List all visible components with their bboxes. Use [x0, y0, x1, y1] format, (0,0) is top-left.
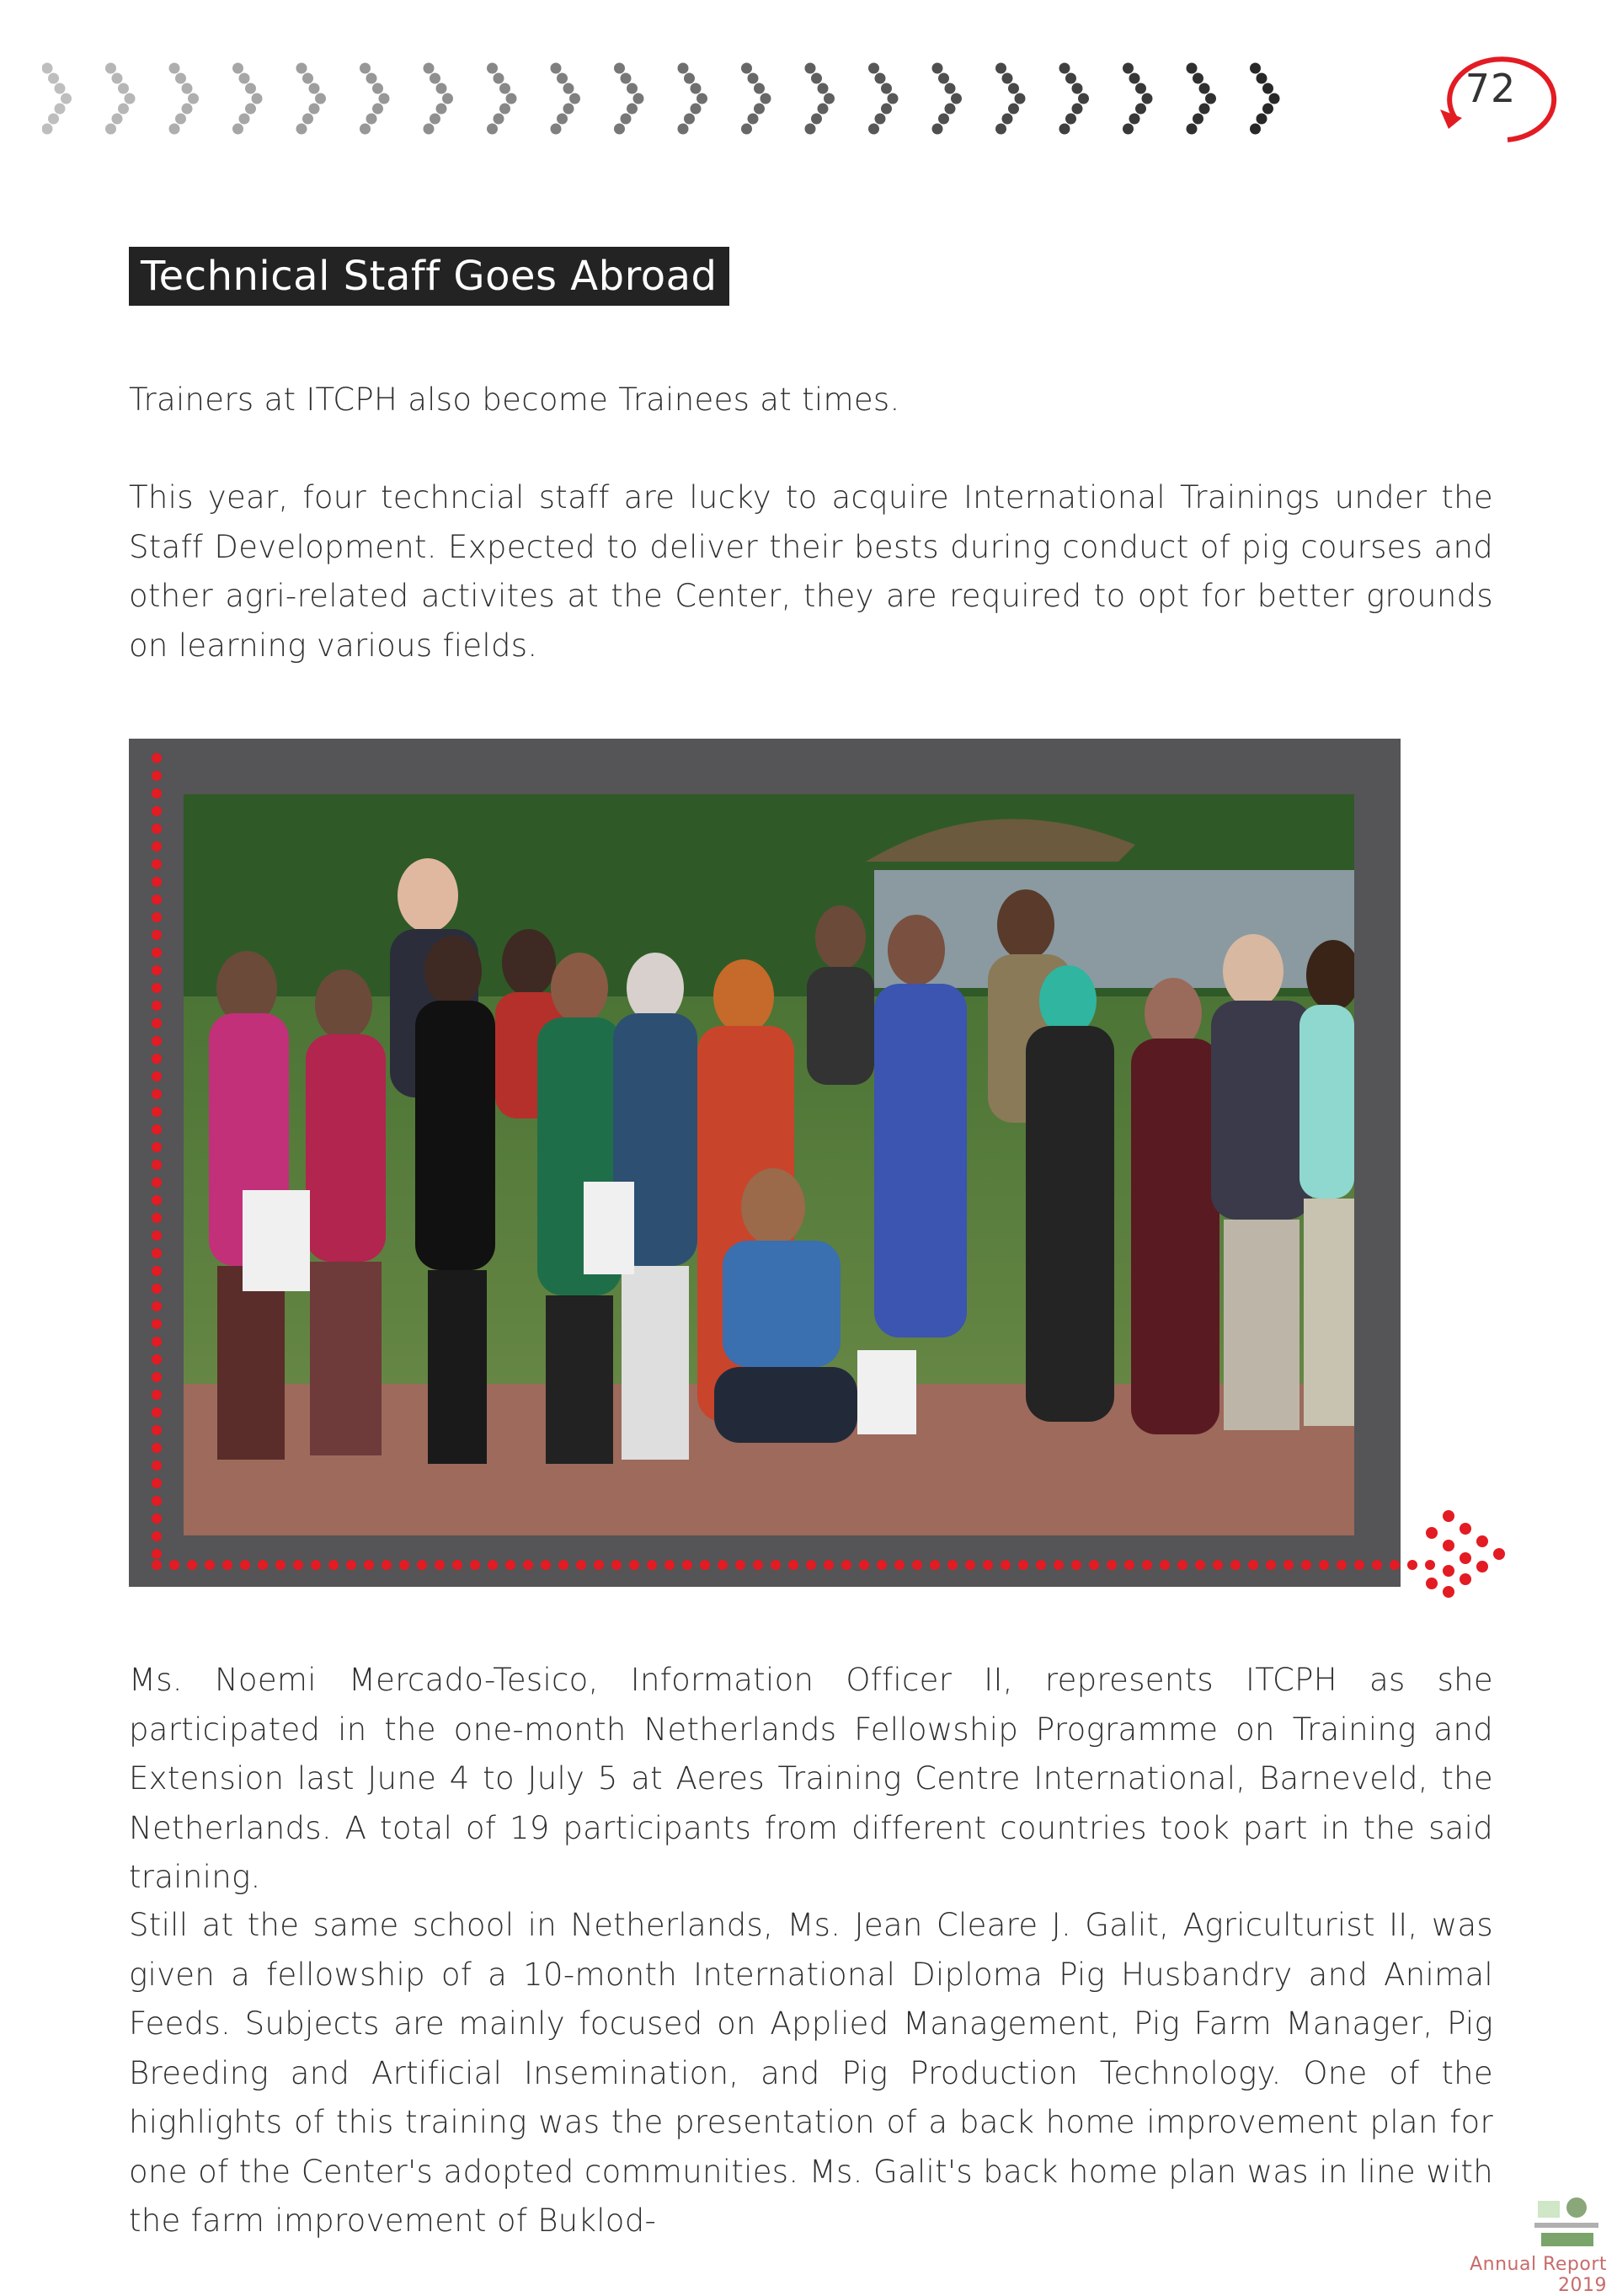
galit-paragraph: Still at the same school in Netherlands, Ms. Jean Cleare J. Galit, Agriculturist II, was given a fellowship of a 10-month International Diploma Pig Husbandry and Animal Feeds. Subjects are mainly focused on Applied Management, Pig Farm Manager, Pig Breeding and Artificial Insemination, and Pig Production Technology. One of the highlights of this training was the presentation of a back home improvement plan for one of the Center's adopted communities. Ms. Galit's back home plan was in line with the farm improvement of Buklod- [129, 1907, 1493, 2239]
chevron-icon [1123, 63, 1153, 135]
staff-development-paragraph: This year, four techncial staff are lucky to acquire International Trainings under the Staff Development. Expected to deliver their bests during conduct of pig courses and other agri-related activites at the Center, they are required to opt for better grounds on learning various fields. [129, 479, 1493, 664]
intro-paragraph: Trainers at ITCPH also become Trainees at times. [129, 382, 900, 418]
chevron-icon [614, 63, 644, 135]
chevron-icon [1250, 63, 1280, 135]
group-photo [184, 794, 1354, 1535]
chevron-icon [551, 63, 581, 135]
photo-frame [129, 739, 1401, 1587]
chevron-icon [296, 63, 327, 135]
chevron-icon [1187, 63, 1217, 135]
chevron-decoration [42, 61, 1289, 136]
chevron-icon [932, 63, 963, 135]
page-number: 72 [1465, 66, 1517, 111]
chevron-icon [360, 63, 390, 135]
chevron-icon [42, 63, 72, 135]
chevron-icon [487, 63, 517, 135]
annual-report-label: Annual Report 2019 [1470, 2254, 1607, 2296]
ati-itcph-logo [1533, 2194, 1600, 2253]
chevron-icon [105, 63, 136, 135]
noemi-paragraph: Ms. Noemi Mercado-Tesico, Information Officer II, represents ITCPH as she participated in the one-month Netherlands Fellowship Programme on Training and Extension last June 4 to July 5 at Aeres Training Centre International, Barneveld, the Netherlands. A total of 19 participants from different countries took part in the said training. [129, 1662, 1493, 1895]
section-title [129, 247, 729, 306]
chevron-icon [995, 63, 1026, 135]
chevron-icon [232, 63, 263, 135]
chevron-icon [678, 63, 708, 135]
chevron-icon [805, 63, 835, 135]
chevron-icon [169, 63, 200, 135]
chevron-icon [1059, 63, 1090, 135]
chevron-icon [741, 63, 771, 135]
chevron-icon [424, 63, 454, 135]
page-number-badge [1423, 40, 1558, 150]
chevron-icon [868, 63, 899, 135]
section-title-text: Technical Staff Goes Abroad [141, 253, 718, 300]
